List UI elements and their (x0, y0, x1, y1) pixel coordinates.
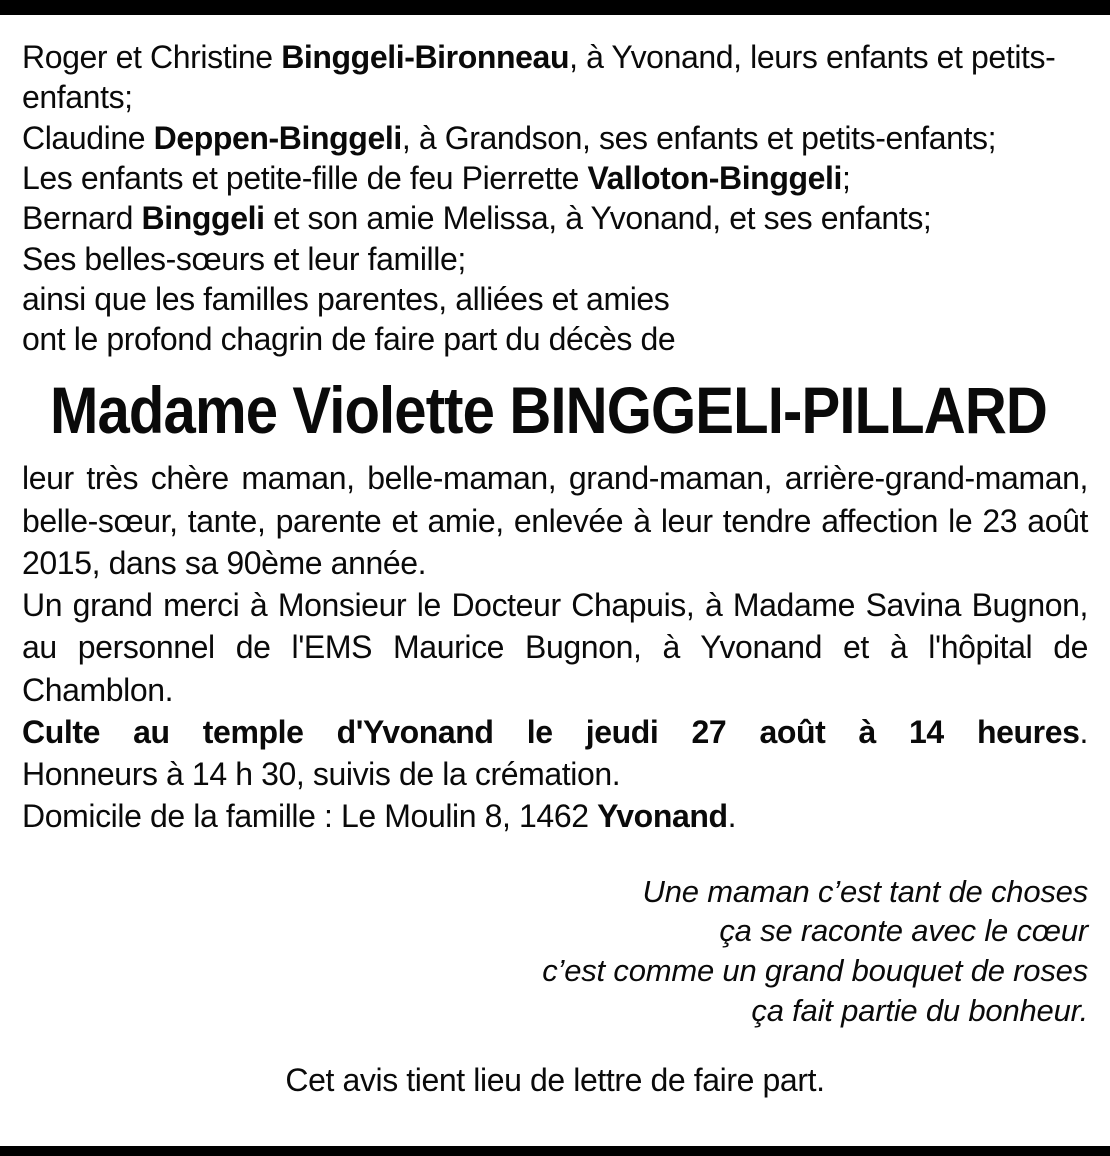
regular-text: Les enfants et petite-fille de feu Pierrette (22, 159, 588, 196)
regular-text: . (727, 798, 737, 835)
bold-text: Valloton-Binggeli (587, 159, 842, 196)
memorial-poem (22, 872, 1088, 1031)
closing-line: Cet avis tient lieu de lettre de faire part. (285, 1062, 825, 1099)
regular-text: Claudine (22, 119, 154, 156)
notice-paragraph (22, 795, 1088, 837)
death-notice (0, 15, 1110, 1102)
regular-text: ; (842, 159, 851, 196)
notice-paragraph (22, 457, 1088, 584)
bold-text: Culte au temple d'Yvonand le jeudi 27 août à 14 heures (22, 713, 1080, 750)
family-entry (22, 198, 1088, 238)
family-entry (22, 239, 1088, 279)
notice-paragraph (22, 584, 1088, 711)
regular-text: Domicile de la famille : Le Moulin 8, 1462 (22, 798, 598, 835)
poem-line: c’est comme un grand bouquet de roses (542, 952, 1088, 988)
regular-text: Ses belles-sœurs et leur famille; (22, 240, 466, 277)
regular-text: , à Yvonand, leurs enfants et petits-enfants; (22, 39, 1056, 116)
regular-text: Bernard (22, 200, 142, 237)
family-entry (22, 319, 1088, 359)
family-list (22, 37, 1088, 360)
notice-paragraph (22, 753, 1088, 795)
poem-line: ça se raconte avec le cœur (719, 913, 1088, 949)
family-entry (22, 279, 1088, 319)
regular-text: ont le profond chagrin de faire part du décès de (22, 321, 676, 358)
bold-text: Binggeli (141, 200, 265, 237)
regular-text: . (1079, 713, 1088, 750)
poem-line: Une maman c’est tant de choses (642, 873, 1088, 909)
notice-paragraph (22, 711, 1088, 753)
bottom-border-bar (0, 1146, 1110, 1156)
bold-text: Yvonand (597, 798, 728, 835)
top-border-bar (0, 0, 1110, 15)
notice-body (22, 457, 1088, 837)
regular-text: ainsi que les familles parentes, alliées et amies (22, 280, 670, 317)
regular-text: Honneurs à 14 h 30, suivis de la crémation. (22, 756, 621, 793)
regular-text: et son amie Melissa, à Yvonand, et ses enfants; (264, 200, 932, 237)
regular-text: leur très chère maman, belle-maman, grand-maman, arrière-grand-maman, belle-sœur, tante, parente et amie, enlevée à leur tendre affection le 23 août 2015, dans sa 90ème année. (22, 460, 1088, 581)
bold-text: Binggeli-Bironneau (281, 39, 570, 75)
deceased-name-title: Madame Violette BINGGELI-PILLARD (50, 372, 1047, 447)
bold-text: Deppen-Binggeli (153, 119, 402, 156)
family-entry (22, 158, 1088, 198)
regular-text: , à Grandson, ses enfants et petits-enfants; (401, 119, 997, 156)
regular-text: Roger et Christine (22, 39, 282, 75)
regular-text: Un grand merci à Monsieur le Docteur Chapuis, à Madame Savina Bugnon, au personnel de l'EMS Maurice Bugnon, à Yvonand et à l'hôpital de Chamblon. (22, 587, 1088, 708)
family-entry (22, 37, 1088, 118)
poem-line: ça fait partie du bonheur. (751, 992, 1088, 1028)
family-entry (22, 118, 1088, 158)
